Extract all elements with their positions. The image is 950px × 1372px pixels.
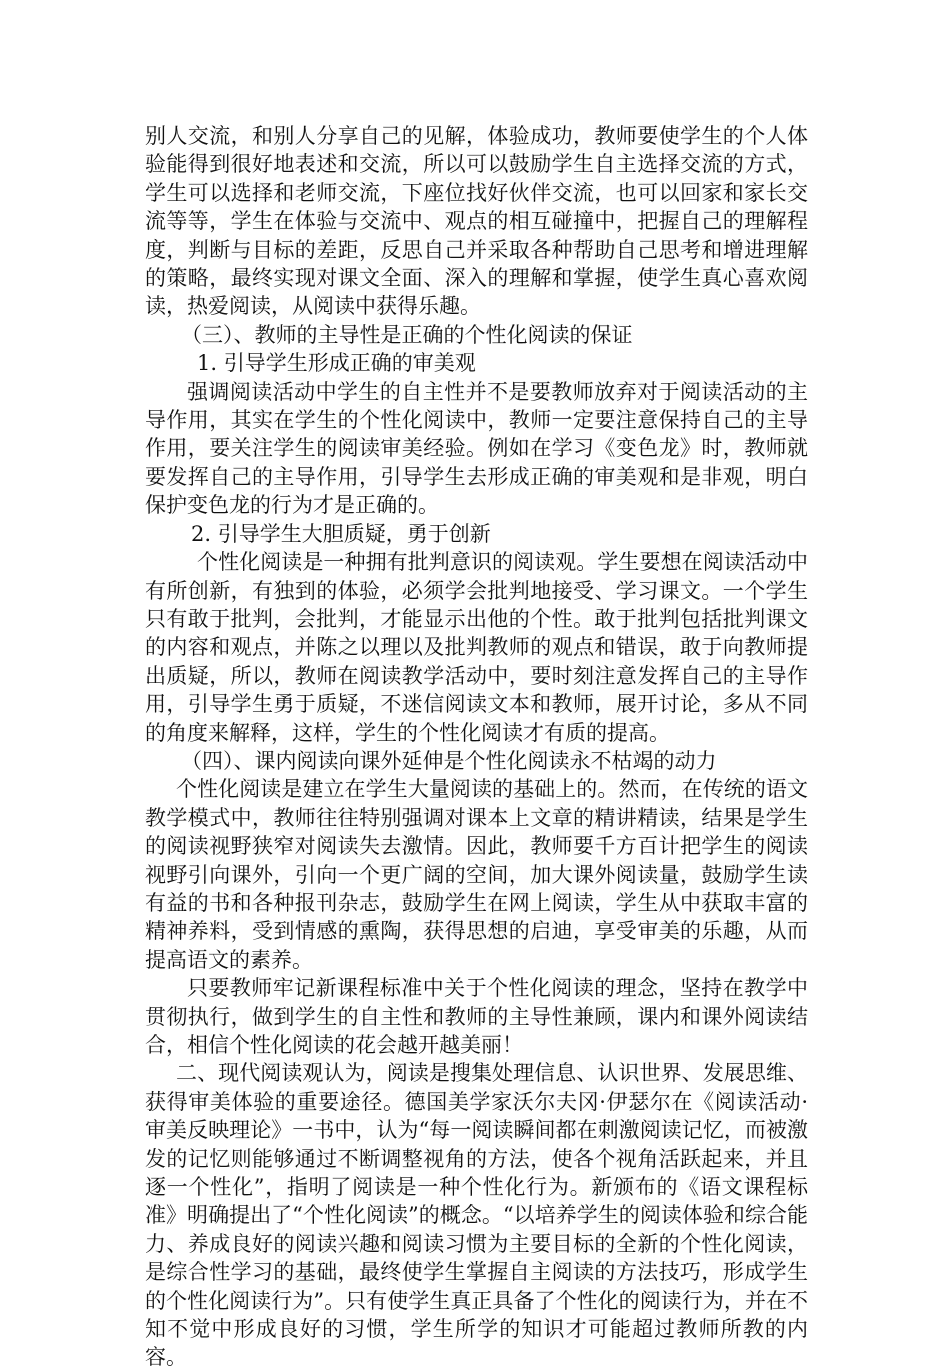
section-heading-4: （四）、课内阅读向课外延伸是个性化阅读永不枯竭的动力 [181,748,717,773]
paragraph-extracurricular: 个性化阅读是建立在学生大量阅读的基础上的。然而，在传统的语文教学模式中，教师往往特别强调对课本上文章的精讲精读，结果是学生的阅读视野狭窄对阅读失去激情。因此，教师要千方百计把学生的阅读视野引向课外，引向一个更广阔的空间，加大课外阅读量，鼓励学生读有益的书和各种报刊杂志，鼓励学生在网上阅读，学生从中获取丰富的精神养料，受到情感的熏陶，获得思想的启迪，享受审美的乐趣，从而提高语文的素养。 [145,777,808,972]
subheading-1: 1. 引导学生形成正确的审美观 [197,351,476,376]
paragraph-aesthetics: 强调阅读活动中学生的自主性并不是要教师放弃对于阅读活动的主导作用，其实在学生的个性化阅读中，教师一定要注意保持自己的主导作用，要关注学生的阅读审美经验。例如在学习《变色龙》时，教师就要发挥自己的主导作用，引导学生去形成正确的审美观和是非观，明白保护变色龙的行为才是正确的。 [145,379,808,518]
paragraph-continuation: 别人交流，和别人分享自己的见解，体验成功，教师要使学生的个人体验能得到很好地表述和交流，所以可以鼓励学生自主选择交流的方式，学生可以选择和老师交流，下座位找好伙伴交流，也可以回家和家长交流等等，学生在体验与交流中、观点的相互碰撞中，把握自己的理解程度，判断与目标的差距，反思自己并采取各种帮助自己思考和增进理解的策略，最终实现对课文全面、深入的理解和掌握，使学生真心喜欢阅读，热爱阅读，从阅读中获得乐趣。 [145,124,808,319]
subheading-2: 2. 引导学生大胆质疑，勇于创新 [191,521,491,546]
paragraph-part-two: 二、现代阅读观认为，阅读是搜集处理信息、认识世界、发展思维、获得审美体验的重要途径。德国美学家沃尔夫冈·伊瑟尔在《阅读活动·审美反映理论》一书中，认为“每一阅读瞬间都在刺激阅读记忆，而被激发的记忆则能够通过不断调整视角的方法，使各个视角活跃起来，并且逐一个性化”，指明了阅读是一种个性化行为。新颁布的《语文课程标准》明确提出了“个性化阅读”的概念。“以培养学生的阅读体验和综合能力、养成良好的阅读兴趣和阅读习惯为主要目标的全新的个性化阅读，是综合性学习的基础，最终使学生掌握自主阅读的方法技巧，形成学生的个性化阅读行为”。只有使学生真正具备了个性化的阅读行为，并在不知不觉中形成良好的习惯，学生所学的知识才可能超过教师所教的内容。 [145,1061,808,1370]
section-heading-3: （三）、教师的主导性是正确的个性化阅读的保证 [181,322,633,347]
paragraph-questioning: 个性化阅读是一种拥有批判意识的阅读观。学生要想在阅读活动中有所创新，有独到的体验，必须学会批判地接受、学习课文。一个学生只有敢于批判，会批判，才能显示出他的个性。敢于批判包括批判课文的内容和观点，并陈之以理以及批判教师的观点和错误，敢于向教师提出质疑，所以，教师在阅读教学活动中，要时刻注意发挥自己的主导作用，引导学生勇于质疑，不迷信阅读文本和教师，展开讨论，多从不同的角度来解释，这样，学生的个性化阅读才有质的提高。 [145,550,808,745]
document-body [145,122,808,1372]
paragraph-conclusion: 只要教师牢记新课程标准中关于个性化阅读的理念，坚持在教学中贯彻执行，做到学生的自主性和教师的主导性兼顾，课内和课外阅读结合，相信个性化阅读的花会越开越美丽！ [145,976,808,1057]
